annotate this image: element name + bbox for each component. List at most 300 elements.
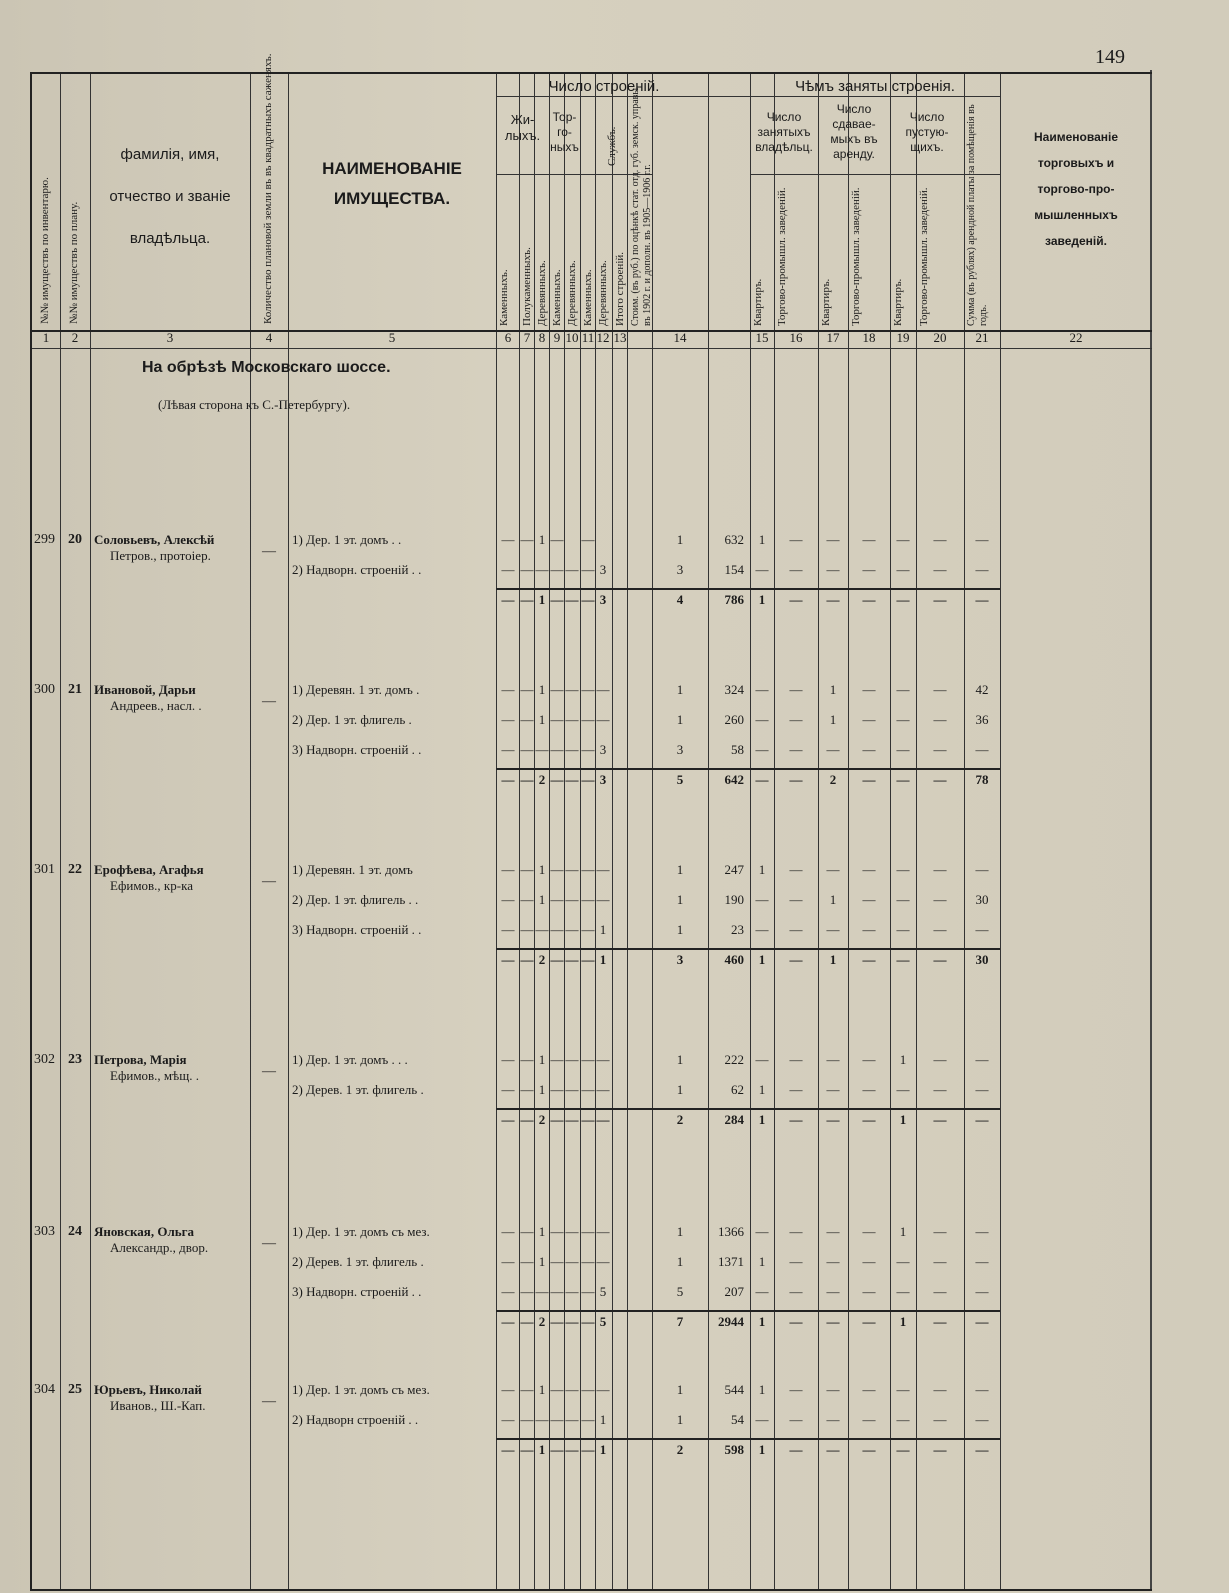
total-cell-value: — <box>565 1442 579 1457</box>
entry-plan-number: 25 <box>68 1382 82 1397</box>
cell-value: — <box>933 1082 947 1097</box>
total-cell-value: — <box>501 772 515 787</box>
cell-value: 3 <box>599 562 607 577</box>
property-item: 3) Надворн. строеній . . <box>292 742 422 757</box>
cell-value: — <box>755 1284 769 1299</box>
cell-value: 1 <box>676 1052 684 1067</box>
cell-value: — <box>789 1224 803 1239</box>
cell-value: — <box>501 1082 515 1097</box>
header-c20: Торгово-промышл. заведеній. <box>918 187 930 326</box>
column-rule <box>595 74 596 1589</box>
cell-value: — <box>896 712 910 727</box>
column-rule <box>250 74 251 1589</box>
cell-value: — <box>550 562 564 577</box>
total-cell-value: 4 <box>676 592 684 607</box>
header-c5: НАИМЕНОВАНІЕ ИМУЩЕСТВА. <box>322 159 462 208</box>
header-c19: Квартиръ. <box>892 278 904 326</box>
cell-value: — <box>789 742 803 757</box>
total-cell-value: — <box>975 592 989 607</box>
owner-details: Ефимов., кр-ка <box>110 878 193 893</box>
total-cell-value: — <box>581 592 595 607</box>
cell-value: — <box>501 532 515 547</box>
property-item: 1) Дер. 1 эт. домъ . . . <box>292 1052 408 1067</box>
col-number-21: 21 <box>975 330 989 345</box>
total-rule <box>496 1310 1000 1312</box>
col-number-20: 20 <box>933 330 947 345</box>
total-rule <box>496 1108 1000 1110</box>
total-cell-value: 2 <box>676 1112 684 1127</box>
cell-value: 1 <box>758 532 766 547</box>
property-item: 1) Дер. 1 эт. домъ съ мез. <box>292 1382 430 1397</box>
entry-inv-number: 303 <box>34 1224 55 1239</box>
cell-value: — <box>862 1254 876 1269</box>
property-item: 2) Дерев. 1 эт. флигель . <box>292 1082 424 1097</box>
col-number-2: 2 <box>71 330 79 345</box>
total-cell-value: — <box>826 1112 840 1127</box>
column-rule <box>916 74 917 1589</box>
total-rule <box>496 1438 1000 1440</box>
cell-value: — <box>826 1082 840 1097</box>
total-cell-value: — <box>933 772 947 787</box>
cell-value: — <box>501 1224 515 1239</box>
cell-value: 30 <box>975 892 989 907</box>
total-cell-value: — <box>565 592 579 607</box>
cell-value: — <box>520 922 534 937</box>
cell-value: — <box>565 1052 579 1067</box>
total-cell-value: — <box>581 1112 595 1127</box>
cell-value: — <box>933 712 947 727</box>
cell-value: — <box>520 1382 534 1397</box>
header-c4: Количество плановой земли въ въ квадратныхъ саженяхъ. <box>262 53 274 324</box>
cell-value: 222 <box>724 1052 744 1067</box>
total-cell-value: 1 <box>829 952 837 967</box>
cell-value: 544 <box>724 1382 744 1397</box>
cell-value: — <box>933 1412 947 1427</box>
total-cell-value: 2 <box>538 1314 546 1329</box>
cell-value: — <box>550 532 564 547</box>
cell-value: 1 <box>829 712 837 727</box>
cell-value: — <box>581 922 595 937</box>
cell-value: — <box>789 1082 803 1097</box>
groups-rule <box>496 174 652 175</box>
column-rule <box>708 74 709 1589</box>
column-rule <box>564 74 565 1589</box>
cell-value: 1 <box>676 682 684 697</box>
cell-value: 207 <box>724 1284 744 1299</box>
column-rule <box>549 74 550 1589</box>
total-cell-value: 786 <box>724 592 744 607</box>
total-cell-value: — <box>520 952 534 967</box>
cell-value: 1 <box>599 922 607 937</box>
total-cell-value: — <box>501 592 515 607</box>
header-pust: Число пустую- щихъ. <box>905 110 949 154</box>
cell-value: — <box>789 892 803 907</box>
cell-value: — <box>896 862 910 877</box>
total-cell-value: — <box>565 1112 579 1127</box>
cell-value: 1 <box>538 532 546 547</box>
entry-plan-number: 24 <box>68 1224 82 1239</box>
col-number-19: 19 <box>896 330 910 345</box>
cell-value: — <box>826 1382 840 1397</box>
cell-value: 1 <box>538 712 546 727</box>
total-cell-value: — <box>862 952 876 967</box>
cell-value: — <box>975 1254 989 1269</box>
cell-value: — <box>789 682 803 697</box>
cell-value: — <box>826 922 840 937</box>
total-cell-value: — <box>862 592 876 607</box>
total-cell-value: — <box>550 1442 564 1457</box>
entry-plan-number: 22 <box>68 862 82 877</box>
cell-value: — <box>933 742 947 757</box>
cell-value: — <box>933 532 947 547</box>
cell-value: — <box>789 562 803 577</box>
cell-value: 1 <box>829 682 837 697</box>
col-number-11: 11 <box>581 330 595 345</box>
cell-value: — <box>520 1052 534 1067</box>
entry-inv-number: 304 <box>34 1382 55 1397</box>
cell-value: — <box>520 742 534 757</box>
total-cell-value: — <box>789 952 803 967</box>
cell-value: — <box>933 1284 947 1299</box>
total-cell-value: — <box>862 1442 876 1457</box>
header-stroeniy: Число строеній. <box>548 78 660 95</box>
cell-value: — <box>550 892 564 907</box>
total-cell-value: — <box>789 1442 803 1457</box>
cell-value: — <box>565 682 579 697</box>
cell-value: — <box>933 1224 947 1239</box>
total-cell-value: 1 <box>758 592 766 607</box>
total-cell-value: 1 <box>758 1314 766 1329</box>
cell-value: 1 <box>538 682 546 697</box>
cell-value: — <box>520 562 534 577</box>
cell-value: — <box>501 1382 515 1397</box>
cell-value: — <box>535 922 549 937</box>
cell-value: — <box>862 1052 876 1067</box>
cell-value: — <box>596 1082 610 1097</box>
column-rule <box>612 74 613 1589</box>
property-item: 2) Дерев. 1 эт. флигель . <box>292 1254 424 1269</box>
cell-value: — <box>581 892 595 907</box>
cell-value: — <box>581 532 595 547</box>
section-title: На обрѣзѣ Московскаго шоссе. <box>142 359 391 376</box>
property-item: 1) Дер. 1 эт. домъ съ мез. <box>292 1224 430 1239</box>
header-c21: Сумма (въ рублях) арендной платы за помѣщенія въ годъ. <box>966 104 989 326</box>
total-cell-value: 1 <box>899 1314 907 1329</box>
land-amount: — <box>262 694 276 709</box>
cell-value: — <box>896 892 910 907</box>
column-rule <box>890 74 891 1589</box>
cell-value: — <box>896 922 910 937</box>
cell-value: — <box>581 1224 595 1239</box>
cell-value: 42 <box>975 682 989 697</box>
cell-value: — <box>862 1082 876 1097</box>
cell-value: — <box>789 532 803 547</box>
cell-value: 1 <box>758 862 766 877</box>
column-rule <box>90 74 91 1589</box>
header-c3: фамилія, имя, отчество и званіе владѣльца. <box>109 146 231 247</box>
header-c1: №№ имуществъ по инвентарю. <box>39 177 51 324</box>
cell-value: — <box>565 862 579 877</box>
col-number-8: 8 <box>538 330 546 345</box>
cell-value: 1 <box>676 1224 684 1239</box>
cell-value: — <box>550 922 564 937</box>
entry-plan-number: 20 <box>68 532 82 547</box>
cell-value: — <box>755 562 769 577</box>
cell-value: 632 <box>724 532 744 547</box>
col-number-10: 10 <box>565 330 579 345</box>
cell-value: 1 <box>538 1382 546 1397</box>
cell-value: — <box>826 562 840 577</box>
cell-value: — <box>826 532 840 547</box>
cell-value: 190 <box>724 892 744 907</box>
cell-value: — <box>550 1224 564 1239</box>
cell-value: 1 <box>676 922 684 937</box>
cell-value: — <box>596 1254 610 1269</box>
cell-value: — <box>596 1224 610 1239</box>
total-cell-value: 5 <box>676 772 684 787</box>
cell-value: — <box>550 862 564 877</box>
total-cell-value: — <box>933 1442 947 1457</box>
cell-value: — <box>826 1052 840 1067</box>
cell-value: — <box>975 1082 989 1097</box>
cell-value: — <box>755 892 769 907</box>
cell-value: 1 <box>599 1412 607 1427</box>
total-cell-value: — <box>550 772 564 787</box>
header-c9: Каменныхъ. <box>551 269 563 326</box>
total-cell-value: — <box>975 1442 989 1457</box>
total-cell-value: — <box>933 952 947 967</box>
cell-value: — <box>550 1052 564 1067</box>
total-cell-value: — <box>565 1314 579 1329</box>
property-item: 2) Дер. 1 эт. флигель . . <box>292 892 419 907</box>
cell-value: 1 <box>538 892 546 907</box>
section-subtitle: (Лѣвая сторона къ С.-Петербургу). <box>158 397 351 412</box>
total-cell-value: — <box>975 1112 989 1127</box>
header-zhilykh: Жи- лыхъ. <box>504 112 541 144</box>
col-number-16: 16 <box>789 330 803 345</box>
total-cell-value: — <box>520 592 534 607</box>
cell-value: — <box>520 712 534 727</box>
cell-value: — <box>755 742 769 757</box>
cell-value: — <box>550 712 564 727</box>
cell-value: — <box>565 1412 579 1427</box>
total-cell-value: — <box>581 772 595 787</box>
cell-value: — <box>975 532 989 547</box>
property-item: 1) Деревян. 1 эт. домъ <box>292 862 413 877</box>
land-amount: — <box>262 874 276 889</box>
cell-value: — <box>501 742 515 757</box>
cell-value: — <box>501 1412 515 1427</box>
cell-value: 1 <box>829 892 837 907</box>
cell-value: — <box>975 742 989 757</box>
column-rule <box>964 74 965 1589</box>
cell-value: — <box>501 1254 515 1269</box>
column-rule <box>774 74 775 1589</box>
cell-value: 1 <box>538 1254 546 1269</box>
cell-value: — <box>501 862 515 877</box>
total-cell-value: — <box>789 1112 803 1127</box>
cell-value: — <box>789 1382 803 1397</box>
cell-value: — <box>550 682 564 697</box>
total-cell-value: — <box>520 772 534 787</box>
total-cell-value: 1 <box>899 1112 907 1127</box>
property-item: 3) Надворн. строеній . . <box>292 922 422 937</box>
header-c10: Деревянныхъ. <box>566 260 578 326</box>
cell-value: — <box>501 892 515 907</box>
total-cell-value: — <box>862 1314 876 1329</box>
cell-value: 1 <box>538 1224 546 1239</box>
total-cell-value: 5 <box>599 1314 607 1329</box>
cell-value: — <box>826 1224 840 1239</box>
owner-name: Ерофѣева, Агафья <box>94 862 204 877</box>
cell-value: — <box>826 1254 840 1269</box>
cell-value: — <box>826 1284 840 1299</box>
total-cell-value: 2 <box>538 952 546 967</box>
total-cell-value: — <box>826 1442 840 1457</box>
column-rule <box>534 74 535 1589</box>
entry-plan-number: 23 <box>68 1052 82 1067</box>
land-amount: — <box>262 1064 276 1079</box>
cell-value: — <box>826 742 840 757</box>
total-cell-value: — <box>550 1314 564 1329</box>
cell-value: 1 <box>676 532 684 547</box>
cell-value: — <box>581 862 595 877</box>
cell-value: 1 <box>676 862 684 877</box>
cell-value: — <box>933 1382 947 1397</box>
total-cell-value: 460 <box>724 952 744 967</box>
page-number: 149 <box>1095 46 1125 68</box>
cell-value: — <box>520 1412 534 1427</box>
column-rule <box>60 74 61 1589</box>
cell-value: 1 <box>676 1382 684 1397</box>
cell-value: — <box>565 712 579 727</box>
cell-value: — <box>896 1382 910 1397</box>
cell-value: — <box>520 532 534 547</box>
total-cell-value: 3 <box>676 952 684 967</box>
cell-value: 1 <box>758 1254 766 1269</box>
owner-name: Юрьевъ, Николай <box>94 1382 202 1397</box>
cell-value: — <box>789 862 803 877</box>
total-cell-value: 1 <box>599 1442 607 1457</box>
total-cell-value: 3 <box>599 772 607 787</box>
total-cell-value: — <box>550 952 564 967</box>
cell-value: — <box>933 862 947 877</box>
cell-value: — <box>501 712 515 727</box>
total-cell-value: — <box>501 1112 515 1127</box>
property-item: 1) Дер. 1 эт. домъ . . <box>292 532 402 547</box>
cell-value: — <box>581 562 595 577</box>
property-item: 2) Надворн строеній . . <box>292 1412 419 1427</box>
header-sluzhb: Службъ. <box>606 126 618 166</box>
total-cell-value: 78 <box>975 772 989 787</box>
total-cell-value: — <box>755 772 769 787</box>
cell-value: — <box>862 1382 876 1397</box>
owner-details: Петров., протоіер. <box>110 548 211 563</box>
col-number-13: 13 <box>613 330 627 345</box>
header-c6: Каменныхъ. <box>498 269 510 326</box>
cell-value: 23 <box>731 922 744 937</box>
cell-value: — <box>520 1254 534 1269</box>
cell-value: — <box>975 1382 989 1397</box>
total-cell-value: — <box>501 1442 515 1457</box>
cell-value: — <box>520 862 534 877</box>
total-cell-value: 2 <box>676 1442 684 1457</box>
cell-value: — <box>933 1052 947 1067</box>
total-cell-value: — <box>933 592 947 607</box>
header-c8: Деревянныхъ. <box>536 260 548 326</box>
total-cell-value: — <box>565 772 579 787</box>
header-torgovykh: Тор- го- ныхъ <box>550 110 579 154</box>
entry-inv-number: 302 <box>34 1052 55 1067</box>
header-c11: Каменныхъ. <box>582 269 594 326</box>
cell-value: — <box>975 922 989 937</box>
cell-value: 3 <box>599 742 607 757</box>
owner-details: Андреев., насл. . <box>110 698 202 713</box>
cell-value: — <box>933 922 947 937</box>
cell-value: 154 <box>724 562 744 577</box>
property-item: 1) Деревян. 1 эт. домъ . <box>292 682 420 697</box>
entry-plan-number: 21 <box>68 682 82 697</box>
owner-details: Ефимов., мѣщ. . <box>110 1068 199 1083</box>
cell-value: — <box>596 1382 610 1397</box>
col-number-18: 18 <box>862 330 876 345</box>
header-c13: Итого строеній. <box>614 251 626 326</box>
entry-inv-number: 301 <box>34 862 55 877</box>
land-amount: — <box>262 1236 276 1251</box>
total-cell-value: 284 <box>724 1112 744 1127</box>
column-rule <box>627 74 628 1589</box>
total-rule <box>496 948 1000 950</box>
cell-value: — <box>596 682 610 697</box>
cell-value: 260 <box>724 712 744 727</box>
cell-value: — <box>565 1224 579 1239</box>
owner-name: Соловьевъ, Алексѣй <box>94 532 215 547</box>
owner-name: Петрова, Марія <box>94 1052 187 1067</box>
cell-value: — <box>755 1412 769 1427</box>
cell-value: — <box>896 532 910 547</box>
cell-value: — <box>596 1052 610 1067</box>
cell-value: — <box>581 1284 595 1299</box>
cell-value: — <box>896 742 910 757</box>
cell-value: — <box>896 1082 910 1097</box>
cell-value: — <box>596 862 610 877</box>
total-rule <box>496 588 1000 590</box>
cell-value: — <box>789 712 803 727</box>
cell-value: — <box>550 1284 564 1299</box>
cell-value: — <box>550 1254 564 1269</box>
cell-value: 1 <box>676 892 684 907</box>
column-rule <box>288 74 289 1589</box>
cell-value: — <box>862 1224 876 1239</box>
cell-value: — <box>862 532 876 547</box>
cell-value: — <box>565 1254 579 1269</box>
cell-value: — <box>550 1082 564 1097</box>
header-zanyaty: Чѣмъ заняты строенія. <box>795 78 955 95</box>
cell-value: 1 <box>899 1224 907 1239</box>
cell-value: — <box>755 712 769 727</box>
owner-details: Иванов., Ш.-Кап. <box>110 1398 206 1413</box>
total-cell-value: — <box>826 1314 840 1329</box>
total-cell-value: — <box>581 952 595 967</box>
col-number-17: 17 <box>826 330 840 345</box>
cell-value: — <box>862 742 876 757</box>
cell-value: — <box>520 1224 534 1239</box>
cell-value: — <box>550 1382 564 1397</box>
column-rule <box>580 74 581 1589</box>
cell-value: — <box>520 682 534 697</box>
cell-value: — <box>789 1412 803 1427</box>
cell-value: — <box>755 922 769 937</box>
